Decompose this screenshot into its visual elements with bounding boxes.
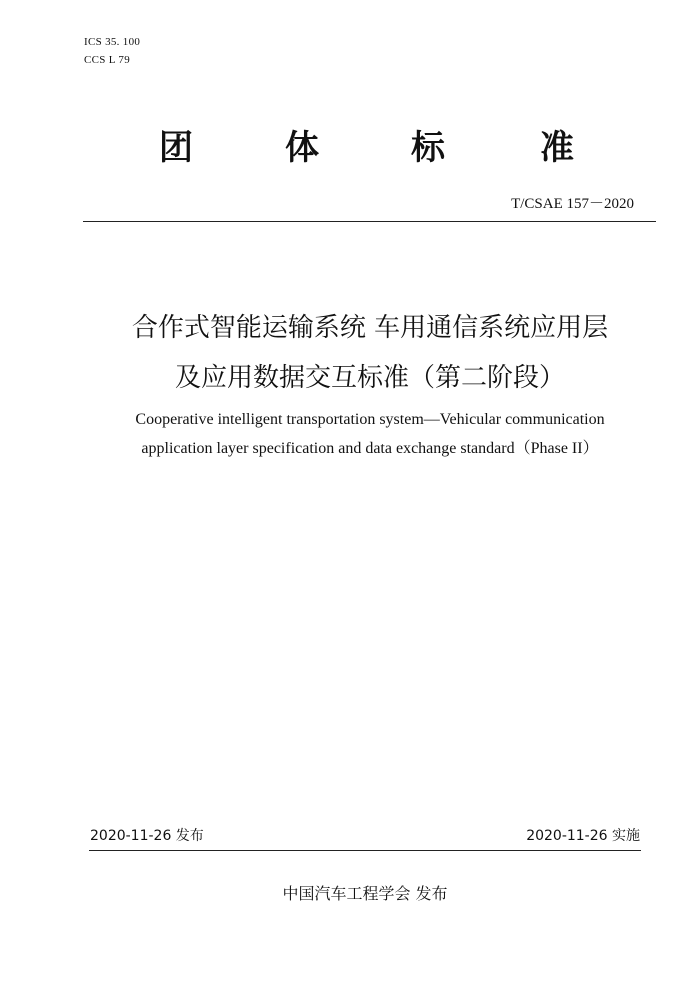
ics-code: ICS 35. 100 — [84, 36, 141, 48]
ccs-code: CCS L 79 — [84, 54, 131, 66]
chinese-title-line-2: 及应用数据交互标准（第二阶段） — [174, 363, 565, 393]
standard-type-char-3: 标 — [411, 128, 445, 168]
chinese-title-line-1: 合作式智能运输系统 车用通信系统应用层 — [131, 313, 609, 343]
english-title-line-1: Cooperative intelligent transportation system—Vehicular communication — [135, 411, 605, 428]
bottom-divider — [89, 850, 641, 851]
implementation-date: 2020-11-26 实施 — [526, 828, 640, 844]
standard-type-char-4: 准 — [540, 128, 574, 168]
standard-number: T/CSAE 157－2020 — [511, 196, 634, 212]
issue-date: 2020-11-26 发布 — [90, 828, 204, 844]
publisher: 中国汽车工程学会 发布 — [282, 884, 448, 903]
top-divider — [83, 221, 656, 222]
standard-type-char-2: 体 — [285, 128, 319, 168]
english-title-line-2: application layer specification and data exchange standard（Phase II） — [141, 440, 599, 457]
standard-type-char-1: 团 — [159, 128, 193, 168]
